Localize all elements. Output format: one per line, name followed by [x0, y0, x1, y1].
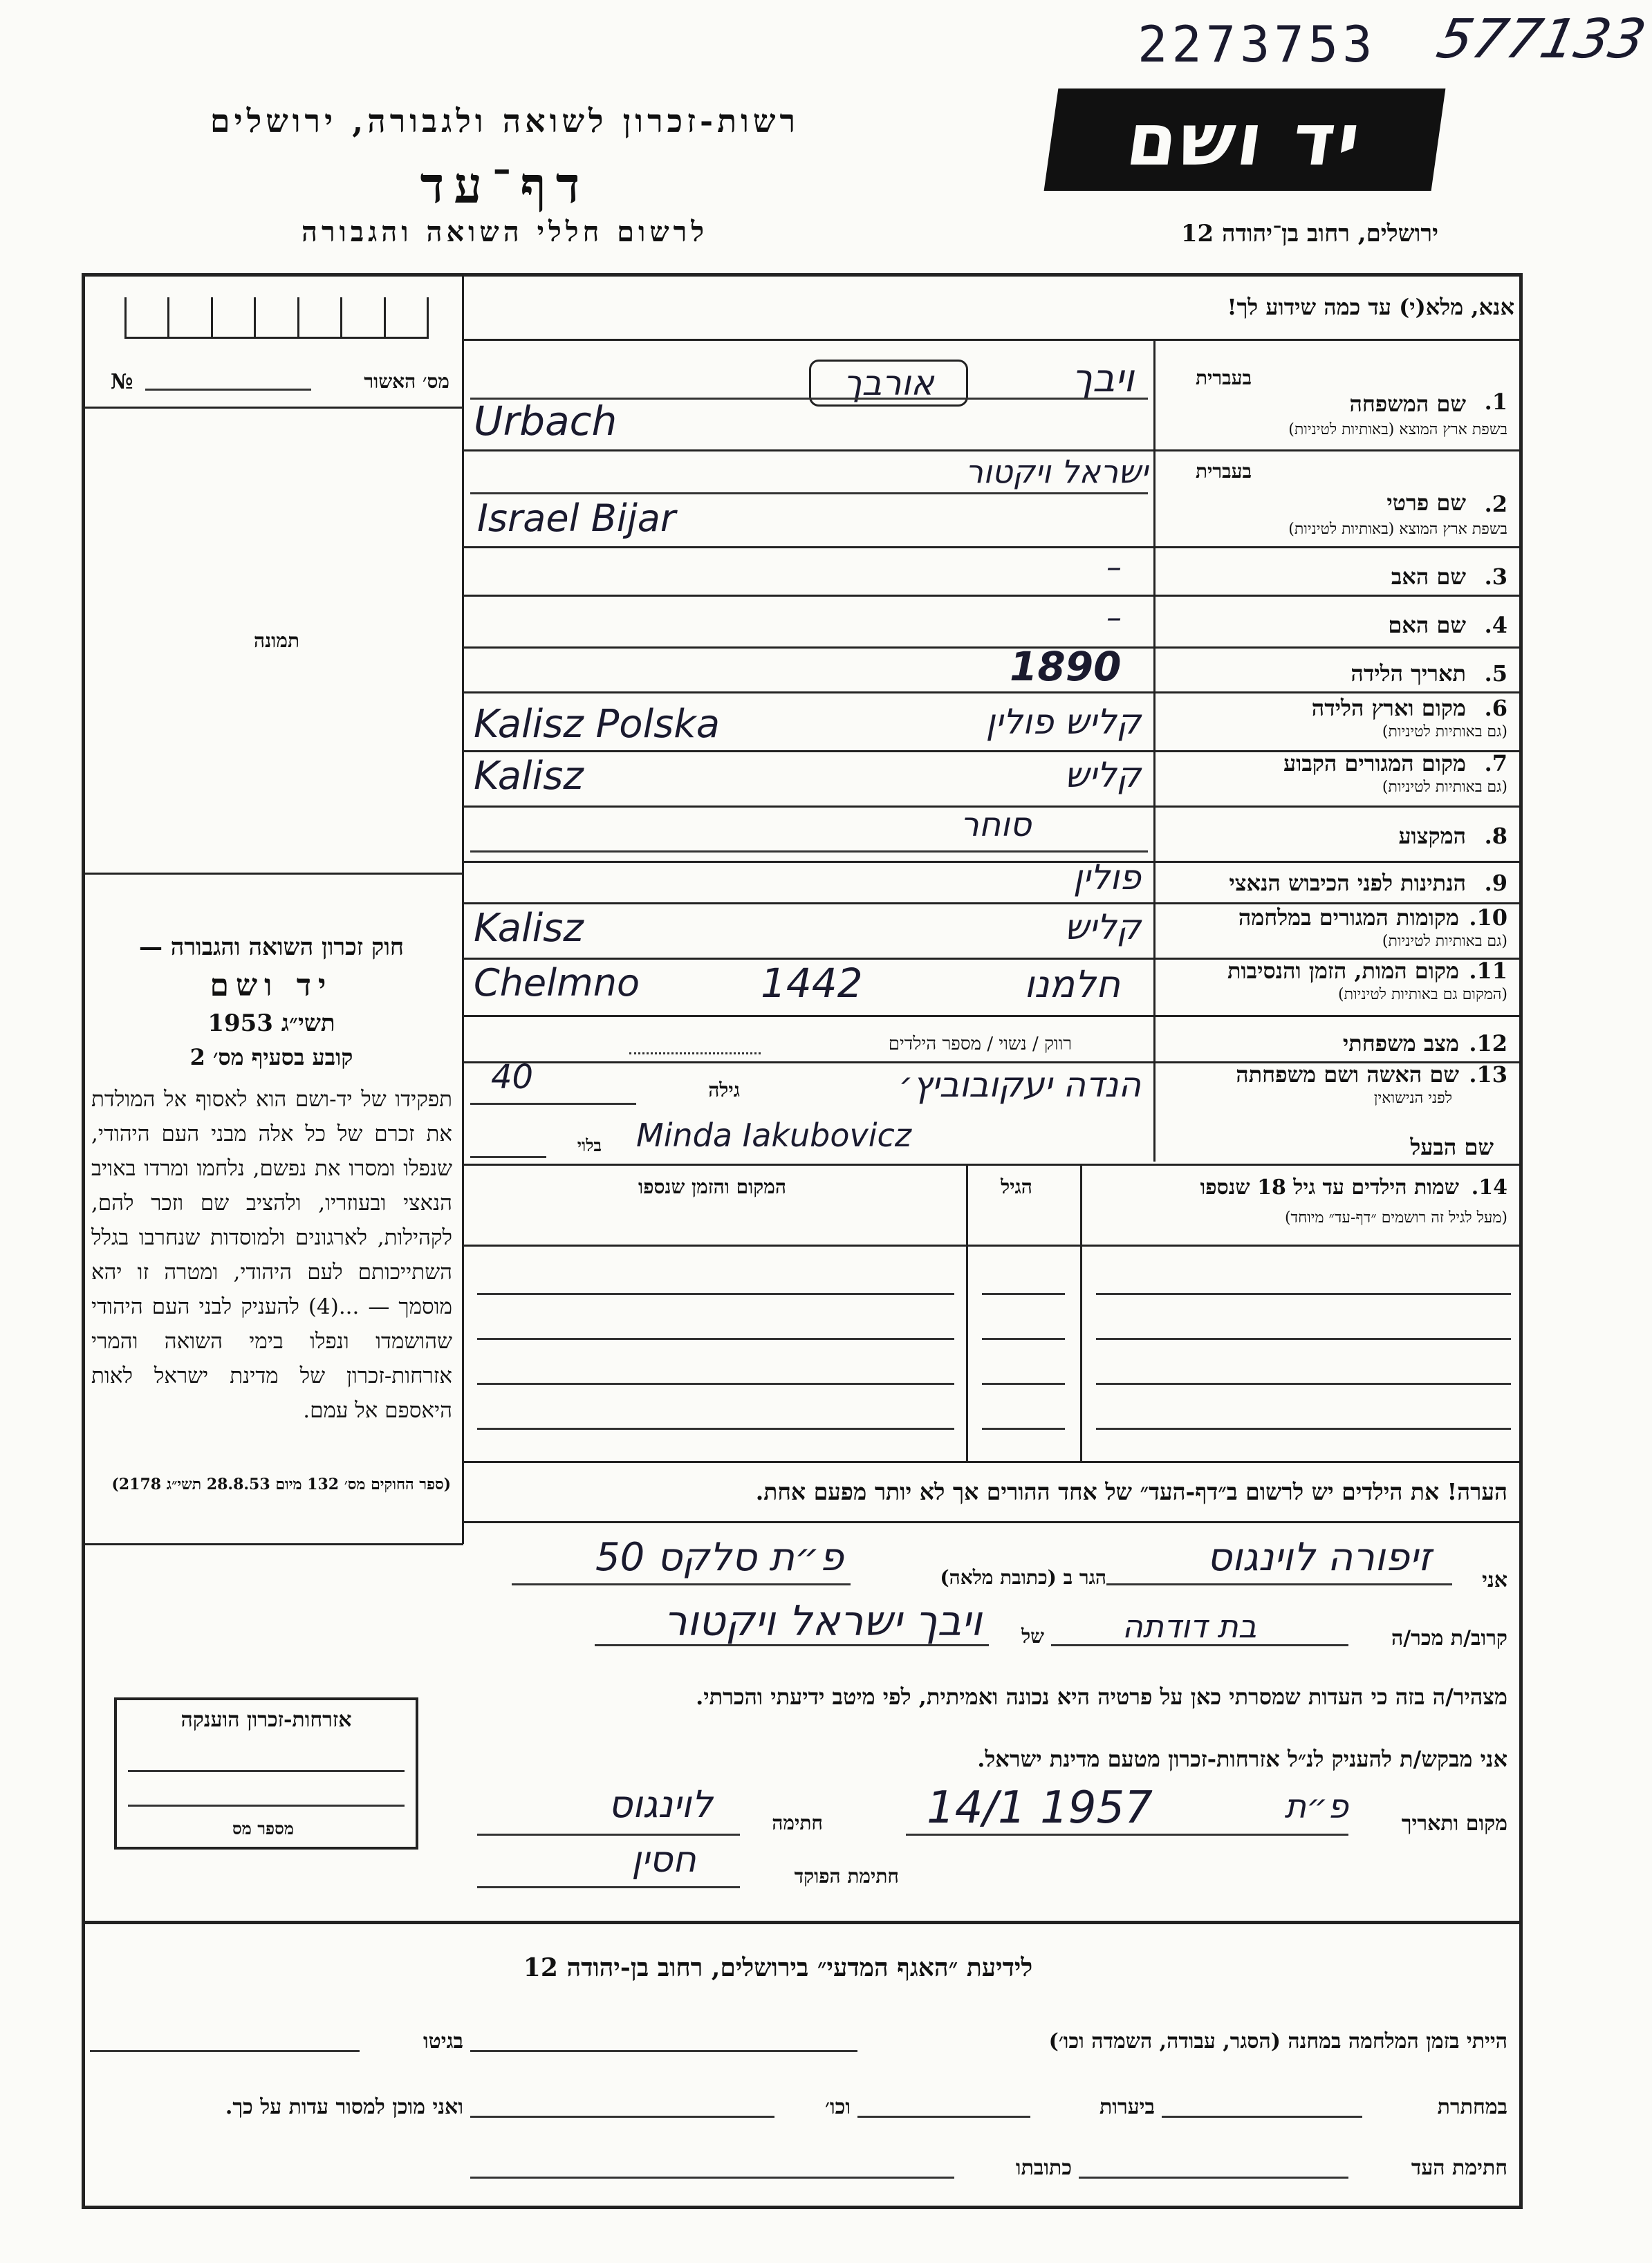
- law-year: תשי״ג 1953: [207, 1009, 335, 1037]
- f2-num: 2.: [1484, 491, 1507, 517]
- decl-statement: מצהיר/ה בזה כי העדות שמסרתי כאן על פרטיה היא נכונה ואמיתית, לפי מיטב ידיעתי והכרתי.: [696, 1684, 1507, 1710]
- citizenship-box-title: אזרחות-זכרון הוענקה: [180, 1708, 352, 1732]
- intro-line: [463, 339, 1523, 341]
- f12-children-field[interactable]: [629, 1052, 761, 1054]
- law-name: יד ושם: [210, 968, 333, 1003]
- f3-value[interactable]: –: [1106, 550, 1122, 585]
- note: הערה! את הילדים יש לרשום ב״דף-העד״ של אחד ההורים אך לא יותר מפעם אחת.: [755, 1478, 1507, 1505]
- left-panel-divider: [462, 273, 464, 1544]
- husband-label: שם הבעל: [1410, 1134, 1494, 1160]
- f13-bottom: [463, 1164, 1523, 1166]
- f14-row-3-age[interactable]: [982, 1383, 1065, 1385]
- f13-age-label: גילה: [708, 1079, 740, 1101]
- f8-bottom: [463, 861, 1523, 863]
- file-number: 2273753: [1138, 15, 1377, 73]
- f6-value-hebrew[interactable]: קליש פולין: [985, 702, 1141, 742]
- f1-value-hebrew-alt[interactable]: ויבך: [1071, 356, 1134, 401]
- f2-hebrew-line: [470, 492, 1148, 494]
- f9-num: 9.: [1484, 870, 1507, 896]
- f4-value[interactable]: –: [1106, 600, 1122, 635]
- f7-num: 7.: [1484, 750, 1507, 776]
- f13-maiden-line: [470, 1156, 546, 1158]
- f14-row-3[interactable]: [477, 1383, 954, 1385]
- f14-row-1-name[interactable]: [1096, 1293, 1511, 1295]
- f13-age-line: [470, 1103, 636, 1105]
- f14-label: שמות הילדים עד גיל 18 שנספו: [1200, 1175, 1459, 1200]
- f11-value-hebrew[interactable]: חלמנו: [1024, 962, 1120, 1006]
- f1-value-hebrew[interactable]: אורבך: [809, 360, 968, 407]
- decl-place-value[interactable]: פ״ת: [1284, 1787, 1348, 1826]
- f2-label: שם פרטי: [1386, 490, 1466, 516]
- f8-num: 8.: [1484, 823, 1507, 849]
- approval-row-line: [82, 407, 463, 409]
- photo-label: תמונה: [253, 629, 300, 652]
- f6-sub: (גם באותיות לטיניות): [1382, 723, 1507, 741]
- f2-bottom: [463, 546, 1523, 548]
- f14-row-2-name[interactable]: [1096, 1338, 1511, 1340]
- form-subtitle: לרשום חללי השואה והגבורה: [301, 216, 709, 248]
- approval-number-label: מס׳ האשור: [364, 370, 449, 393]
- f10-num: 10.: [1469, 904, 1507, 931]
- law-clause: קובע בסעיף מס׳ 2: [189, 1044, 353, 1070]
- law-title: חוק זכרון השואה והגבורה —: [138, 933, 405, 961]
- f14-age-column: הגיל: [1001, 1175, 1032, 1198]
- law-text: תפקידו של יד-ושם הוא לאסוף אל המולדת את זכרם של כל אלה מבני העם היהודי, שנפלו ומסרו את נפשם, נלחמו ומרדו באויב הנאצי ובעוזריו, ולהציב שם וזכר להם, לקהילות, לארגונים ולמוסדות שנחרבו בגלל השתייכותם לעם היהודי, ומטרה זו יהא מוסמך — ...(4) להעניק לבני העם היהודי שהושמדו ונפלו בימי השואה והמרי אזרחות-זכרון של מדינת ישראל לאות היאספם אל עמם.: [91, 1087, 452, 1423]
- number-sign: №: [111, 370, 133, 394]
- decl-of-label: של: [1021, 1625, 1044, 1648]
- footer-line2-a: במחתרת: [1437, 2095, 1507, 2119]
- f1-sub: בשפת ארץ המוצא (באותיות לטיניות): [1288, 421, 1507, 438]
- photo-area-bottom: [82, 873, 463, 875]
- approval-digit-boxes: [124, 297, 429, 339]
- f10-value-latin[interactable]: Kalisz: [474, 906, 584, 951]
- decl-signature-label: חתימה: [772, 1812, 823, 1834]
- authority-title: רשות-זכרון לשואה ולגבורה, ירושלים: [210, 102, 800, 140]
- footer-divider: [82, 1921, 1523, 1924]
- citizenship-line-2: [128, 1805, 405, 1807]
- f14-col-divider-1: [966, 1164, 968, 1461]
- footer-line2-c: וכו׳: [825, 2095, 851, 2119]
- approval-number-field[interactable]: [145, 389, 311, 391]
- f7-value-hebrew[interactable]: קליש: [1064, 755, 1141, 795]
- f14-row-2-age[interactable]: [982, 1338, 1065, 1340]
- decl-of-line: [595, 1644, 989, 1646]
- f3-label: שם האב: [1391, 564, 1466, 590]
- f1-hebrew-tag: בעברית: [1195, 366, 1252, 389]
- decl-officer-line: [477, 1886, 740, 1888]
- footer-camp-field[interactable]: [470, 2050, 857, 2052]
- footer-line2-d: ואני מוכן למסור עדות על כך.: [225, 2095, 463, 2119]
- f9-label: הנתינות לפני הכיבוש הנאצי: [1229, 870, 1466, 896]
- decl-of-value[interactable]: ויבך ישראל ויקטור: [663, 1597, 982, 1646]
- footer-ghetto-field[interactable]: [90, 2050, 360, 2052]
- f14-bottom: [463, 1461, 1523, 1463]
- f8-line: [470, 850, 1148, 853]
- citizenship-box-number: מספר מס: [232, 1818, 294, 1838]
- f10-sub: (גם באותיות לטיניות): [1382, 933, 1507, 950]
- f1-bottom: [463, 449, 1523, 451]
- decl-address[interactable]: פ״ת סלקס 50: [595, 1535, 844, 1580]
- f3-num: 3.: [1484, 564, 1507, 590]
- f1-label: שם המשפחה: [1349, 391, 1466, 417]
- f2-value-hebrew[interactable]: ישראל ויקטור: [965, 453, 1148, 490]
- f10-label: מקומות המגורים במלחמה: [1238, 904, 1459, 931]
- form-title: דף־עד: [420, 156, 590, 214]
- f2-sub: בשפת ארץ המוצא (באותיות לטיניות): [1288, 521, 1507, 538]
- f14-place-column: המקום והזמן שנספו: [638, 1175, 786, 1198]
- gazette-reference: (ספר החוקים מס׳ 132 מיום 28.8.53 תשי״ג 2178): [111, 1475, 451, 1493]
- f14-row-4[interactable]: [477, 1428, 954, 1430]
- f14-sub: (מעל לגיל זה רושמים ״דף-עד״ מיוחד): [1284, 1209, 1507, 1227]
- f5-bottom: [463, 691, 1523, 693]
- f8-value[interactable]: סוחר: [960, 805, 1032, 844]
- decl-i-label: אני: [1482, 1568, 1507, 1592]
- f13-maiden-label: בלוי: [577, 1135, 602, 1155]
- footer-address-field[interactable]: [470, 2177, 954, 2179]
- f11-sub: (המקום גם באותיות לטיניות): [1338, 986, 1507, 1003]
- decl-request: אני מבקש/ת להעניק לנ״ל אזרחות-זכרון מטעם מדינת ישראל.: [977, 1746, 1507, 1772]
- decl-declarant[interactable]: זיפורה לוינגוס: [1207, 1535, 1431, 1580]
- f6-label: מקום וארץ הלידה: [1311, 695, 1466, 721]
- f14-num: 14.: [1471, 1175, 1507, 1200]
- f13-age-value[interactable]: 40: [491, 1058, 534, 1097]
- footer-line3-b: כתובתו: [1015, 2156, 1072, 2180]
- f4-label: שם האם: [1388, 612, 1466, 638]
- f10-value-hebrew[interactable]: קליש: [1064, 907, 1141, 947]
- f5-value[interactable]: 1890: [1010, 643, 1122, 690]
- f7-label: מקום המגורים הקבוע: [1283, 750, 1466, 776]
- intro-instruction: אנא, מלא(י) עד כמה שידוע לך!: [1227, 294, 1514, 320]
- yad-vashem-logo: [1044, 89, 1446, 191]
- handwritten-number: 577133: [1431, 8, 1651, 71]
- decl-relation-value[interactable]: בת דודתה: [1122, 1608, 1257, 1645]
- f1-num: 1.: [1484, 389, 1507, 415]
- f13-num: 13.: [1469, 1061, 1507, 1088]
- f14-col-divider-2: [1080, 1164, 1082, 1461]
- f14-row-2[interactable]: [477, 1338, 954, 1340]
- footer-line3-a: חתימת העד: [1411, 2156, 1507, 2180]
- f11-value-number[interactable]: 1442: [761, 960, 863, 1007]
- f4-num: 4.: [1484, 612, 1507, 638]
- f13-sub: לפני הנישואין: [1373, 1090, 1452, 1107]
- footer-witness-signature-field[interactable]: [1079, 2177, 1348, 2179]
- footer-title: לידיעת ״האגף המדעי״ בירושלים, רחוב בן-יהודה 12: [523, 1953, 1033, 1982]
- f12-num: 12.: [1469, 1030, 1507, 1056]
- f11-label: מקום המות, הזמן והנסיבות: [1227, 958, 1459, 984]
- decl-place-date-line: [906, 1834, 1348, 1836]
- f14-row-4-age[interactable]: [982, 1428, 1065, 1430]
- f14-row-4-name[interactable]: [1096, 1428, 1511, 1430]
- footer-forests-field[interactable]: [857, 2116, 1030, 2118]
- decl-address-line: [512, 1583, 851, 1585]
- f11-bottom: [463, 1015, 1523, 1017]
- f9-value[interactable]: פולין: [1073, 857, 1141, 897]
- footer-etc-field[interactable]: [470, 2116, 774, 2118]
- decl-residing-label: הגר ב (כתובת מלאה): [940, 1566, 1106, 1589]
- f13-value-latin[interactable]: Minda Iakubovicz: [636, 1117, 911, 1154]
- f4-bottom: [463, 646, 1523, 649]
- decl-signature-value[interactable]: לוינגוס: [608, 1782, 713, 1826]
- footer-underground-field[interactable]: [1162, 2116, 1362, 2118]
- f6-value-latin[interactable]: Kalisz Polska: [474, 702, 721, 747]
- f6-num: 6.: [1484, 695, 1507, 721]
- decl-officer-value[interactable]: חסין: [631, 1839, 696, 1881]
- f14-row-1-age[interactable]: [982, 1293, 1065, 1295]
- decl-declarant-line: [1106, 1583, 1452, 1585]
- f2-value-latin[interactable]: Israel Bijar: [477, 496, 676, 540]
- footer-line1-b: בגיטו: [423, 2029, 463, 2054]
- footer-line1-a: הייתי בזמן המלחמה במחנה (הסגר, עבודה, השמדה וכו׳): [1048, 2029, 1507, 2054]
- decl-officer-label: חתימת הפוקד: [794, 1865, 899, 1888]
- f14-row-3-name[interactable]: [1096, 1383, 1511, 1385]
- footer-line2-b: ביערות: [1099, 2095, 1155, 2119]
- citizenship-line-1: [128, 1770, 405, 1772]
- f13-value-hebrew[interactable]: הנדה יעקובוביץ׳: [898, 1065, 1141, 1105]
- f5-label: תאריך הלידה: [1351, 660, 1466, 687]
- f11-num: 11.: [1469, 958, 1507, 984]
- f8-label: המקצוע: [1398, 823, 1466, 849]
- f5-num: 5.: [1484, 660, 1507, 687]
- f11-value-latin[interactable]: Chelmno: [474, 961, 640, 1005]
- f13-label: שם האשה ושם משפחתה: [1236, 1061, 1459, 1088]
- f7-value-latin[interactable]: Kalisz: [474, 754, 584, 799]
- logo-text: יד ושם: [1121, 97, 1368, 182]
- f1-value-latin[interactable]: Urbach: [474, 398, 618, 445]
- f2-hebrew-tag: בעברית: [1195, 460, 1252, 483]
- left-panel-bottom: [82, 1543, 463, 1545]
- decl-relation-label: קרוב/ת מכר/ה: [1391, 1626, 1507, 1650]
- decl-place-date-label: מקום ותאריך: [1401, 1812, 1507, 1836]
- f12-options[interactable]: רווק / נשוי / מספר הילדים: [888, 1034, 1072, 1054]
- f7-sub: (גם באותיות לטיניות): [1382, 779, 1507, 796]
- f3-bottom: [463, 595, 1523, 597]
- f14-header-line: [463, 1245, 1523, 1247]
- decl-signature-line: [477, 1834, 740, 1836]
- f14-row-1[interactable]: [477, 1293, 954, 1295]
- note-bottom: [463, 1521, 1523, 1523]
- address: ירושלים, רחוב בן־יהודה 12: [1180, 220, 1438, 248]
- decl-relation-line: [1051, 1644, 1348, 1646]
- decl-date-value[interactable]: 14/1 1957: [927, 1782, 1153, 1834]
- f12-label: מצב משפחתי: [1342, 1030, 1459, 1056]
